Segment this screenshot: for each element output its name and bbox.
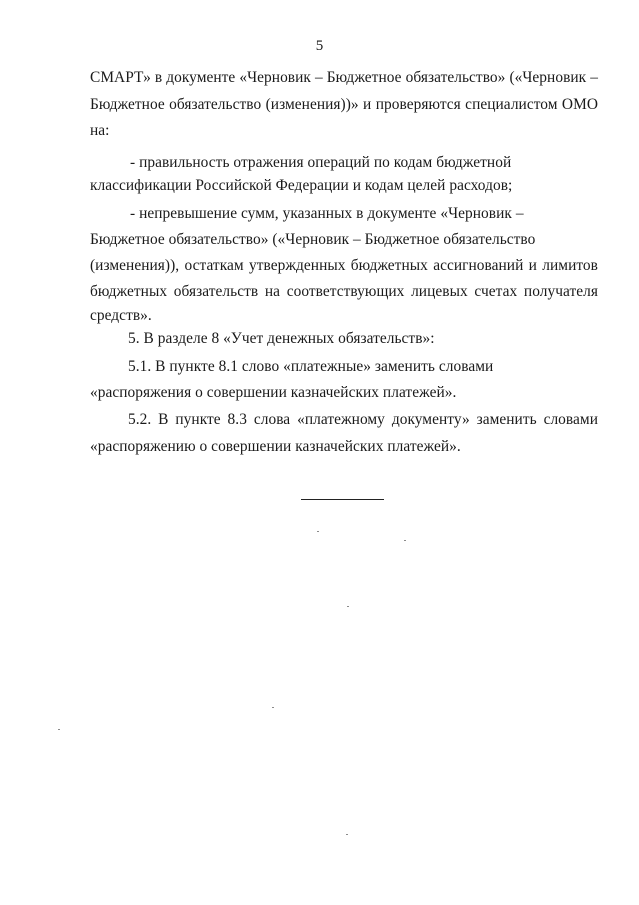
text-line: СМАРТ» в документе «Черновик – Бюджетное обязательство» («Черновик – — [90, 69, 598, 86]
text-line: «распоряжению о совершении казначейских платежей». — [90, 438, 461, 455]
page-number: 5 — [315, 38, 324, 54]
text-line: - правильность отражения операций по кодам бюджетной — [130, 154, 512, 171]
scan-speck — [346, 834, 348, 835]
text-line: Бюджетное обязательство (изменения))» и проверяются специалистом ОМО — [90, 96, 598, 113]
scan-speck — [404, 540, 406, 541]
text-line: Бюджетное обязательство» («Черновик – Бюджетное обязательство — [90, 231, 536, 248]
scan-speck — [272, 707, 274, 708]
text-line: - непревышение сумм, указанных в документе «Черновик – — [130, 205, 524, 222]
section-end-rule — [301, 499, 384, 500]
scan-speck — [347, 606, 349, 607]
text-line: (изменения)), остаткам утвержденных бюджетных ассигнований и лимитов — [90, 257, 598, 274]
text-line: 5.2. В пункте 8.3 слова «платежному документу» заменить словами — [128, 411, 598, 428]
text-line: на: — [90, 122, 110, 139]
scan-speck — [58, 729, 60, 730]
text-line: средств». — [90, 307, 152, 324]
text-line: бюджетных обязательств на соответствующих лицевых счетах получателя — [90, 283, 598, 300]
text-line: классификации Российской Федерации и кодам целей расходов; — [90, 177, 513, 194]
text-line: 5. В разделе 8 «Учет денежных обязательств»: — [128, 330, 435, 347]
text-line: 5.1. В пункте 8.1 слово «платежные» заменить словами — [128, 358, 494, 375]
text-line: «распоряжения о совершении казначейских платежей». — [90, 384, 457, 401]
scan-speck — [317, 531, 319, 532]
